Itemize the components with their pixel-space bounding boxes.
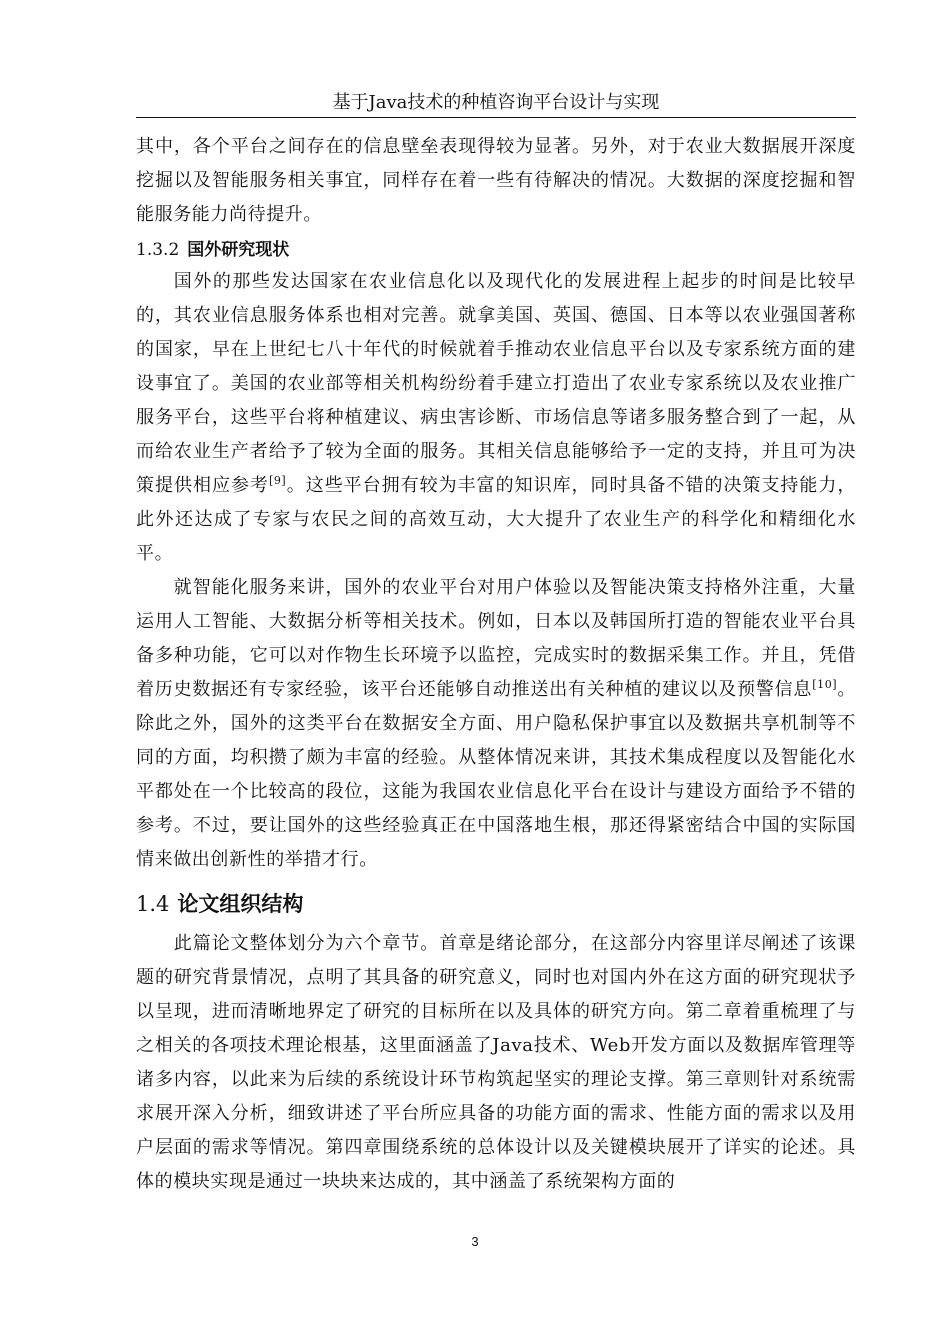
section-title: 国外研究现状	[187, 240, 290, 260]
paragraph-text: 就智能化服务来讲，国外的农业平台对用户体验以及智能决策支持格外注重，大量运用人工智能、大数据分析等相关技术。例如，日本以及韩国所打造的智能农业平台具备多种功能，它可以对作物生长环境予以监控，完成实时的数据采集工作。并且，凭借着历史数据还有专家经验，该平台还能够自动推送出有关种植的建议以及预警信息	[136, 577, 856, 700]
header-divider	[136, 117, 856, 118]
paragraph-text: 。除此之外，国外的这类平台在数据安全方面、用户隐私保护事宜以及数据共享机制等不同的方面，均积攒了颇为丰富的经验。从整体情况来讲，其技术集成程度以及智能化水平都处在一个比较高的段位，这能为我国农业信息化平台在设计与建设方面给予不错的参考。不过，要让国外的这些经验真正在中国落地生根，那还得紧密结合中国的实际国情来做出创新性的举措才行。	[136, 679, 856, 870]
intro-paragraph: 其中，各个平台之间存在的信息壁垒表现得较为显著。另外，对于农业大数据展开深度挖掘以及智能服务相关事宜，同样存在着一些有待解决的情况。大数据的深度挖掘和智能服务能力尚待提升。	[136, 136, 856, 225]
body-paragraph-foreign-1	[136, 265, 856, 571]
body-paragraph-structure: 此篇论文整体划分为六个章节。首章是绪论部分，在这部分内容里详尽阐述了该课题的研究背景情况，点明了其具备的研究意义，同时也对国内外在这方面的研究现状予以呈现，进而清晰地界定了研究的目标所在以及具体的研究方向。第二章着重梳理了与之相关的各项技术理论根基，这里面涵盖了Java技术、Web开发方面以及数据库管理等诸多内容，以此来为后续的系统设计环节构筑起坚实的理论支撑。第三章则针对系统需求展开深入分析，细致讲述了平台所应具备的功能方面的需求、性能方面的需求以及用户层面的需求等情况。第四章围绕系统的总体设计以及关键模块展开了详实的论述。具体的模块实现是通过一块块来达成的，其中涵盖了系统架构方面的	[136, 933, 856, 1192]
paragraph-text: 。这些平台拥有较为丰富的知识库，同时具备不错的决策支持能力，此外还达成了专家与农民之间的高效互动，大大提升了农业生产的科学化和精细化水平。	[136, 475, 857, 564]
page-body	[136, 130, 856, 1199]
citation-marker: [9]	[268, 474, 287, 487]
section-number: 1.3.2	[136, 240, 180, 260]
paragraph-text: 国外的那些发达国家在农业信息化以及现代化的发展进程上起步的时间是比较早的，其农业信息服务体系也相对完善。就拿美国、英国、德国、日本等以农业强国著称的国家，早在上世纪七八十年代的时候就着手推动农业信息平台以及专家系统方面的建设事宜了。美国的农业部等相关机构纷纷着手建立打造出了农业专家系统以及农业推广服务平台，这些平台将种植建议、病虫害诊断、市场信息等诸多服务整合到了一起，从而给农业生产者给予了较为全面的服务。其相关信息能够给予一定的支持，并且可为决策提供相应参考	[136, 271, 856, 496]
citation-marker: [10]	[812, 678, 838, 691]
section-number: 1.4	[136, 892, 170, 916]
section-title: 论文组织结构	[177, 892, 304, 916]
body-paragraph-foreign-2	[136, 571, 856, 877]
section-heading-1-3-2	[136, 235, 856, 265]
section-heading-1-4	[136, 887, 856, 921]
running-header-title: 基于Java技术的种植咨询平台设计与实现	[332, 92, 660, 113]
page-number: 3	[471, 1234, 479, 1249]
